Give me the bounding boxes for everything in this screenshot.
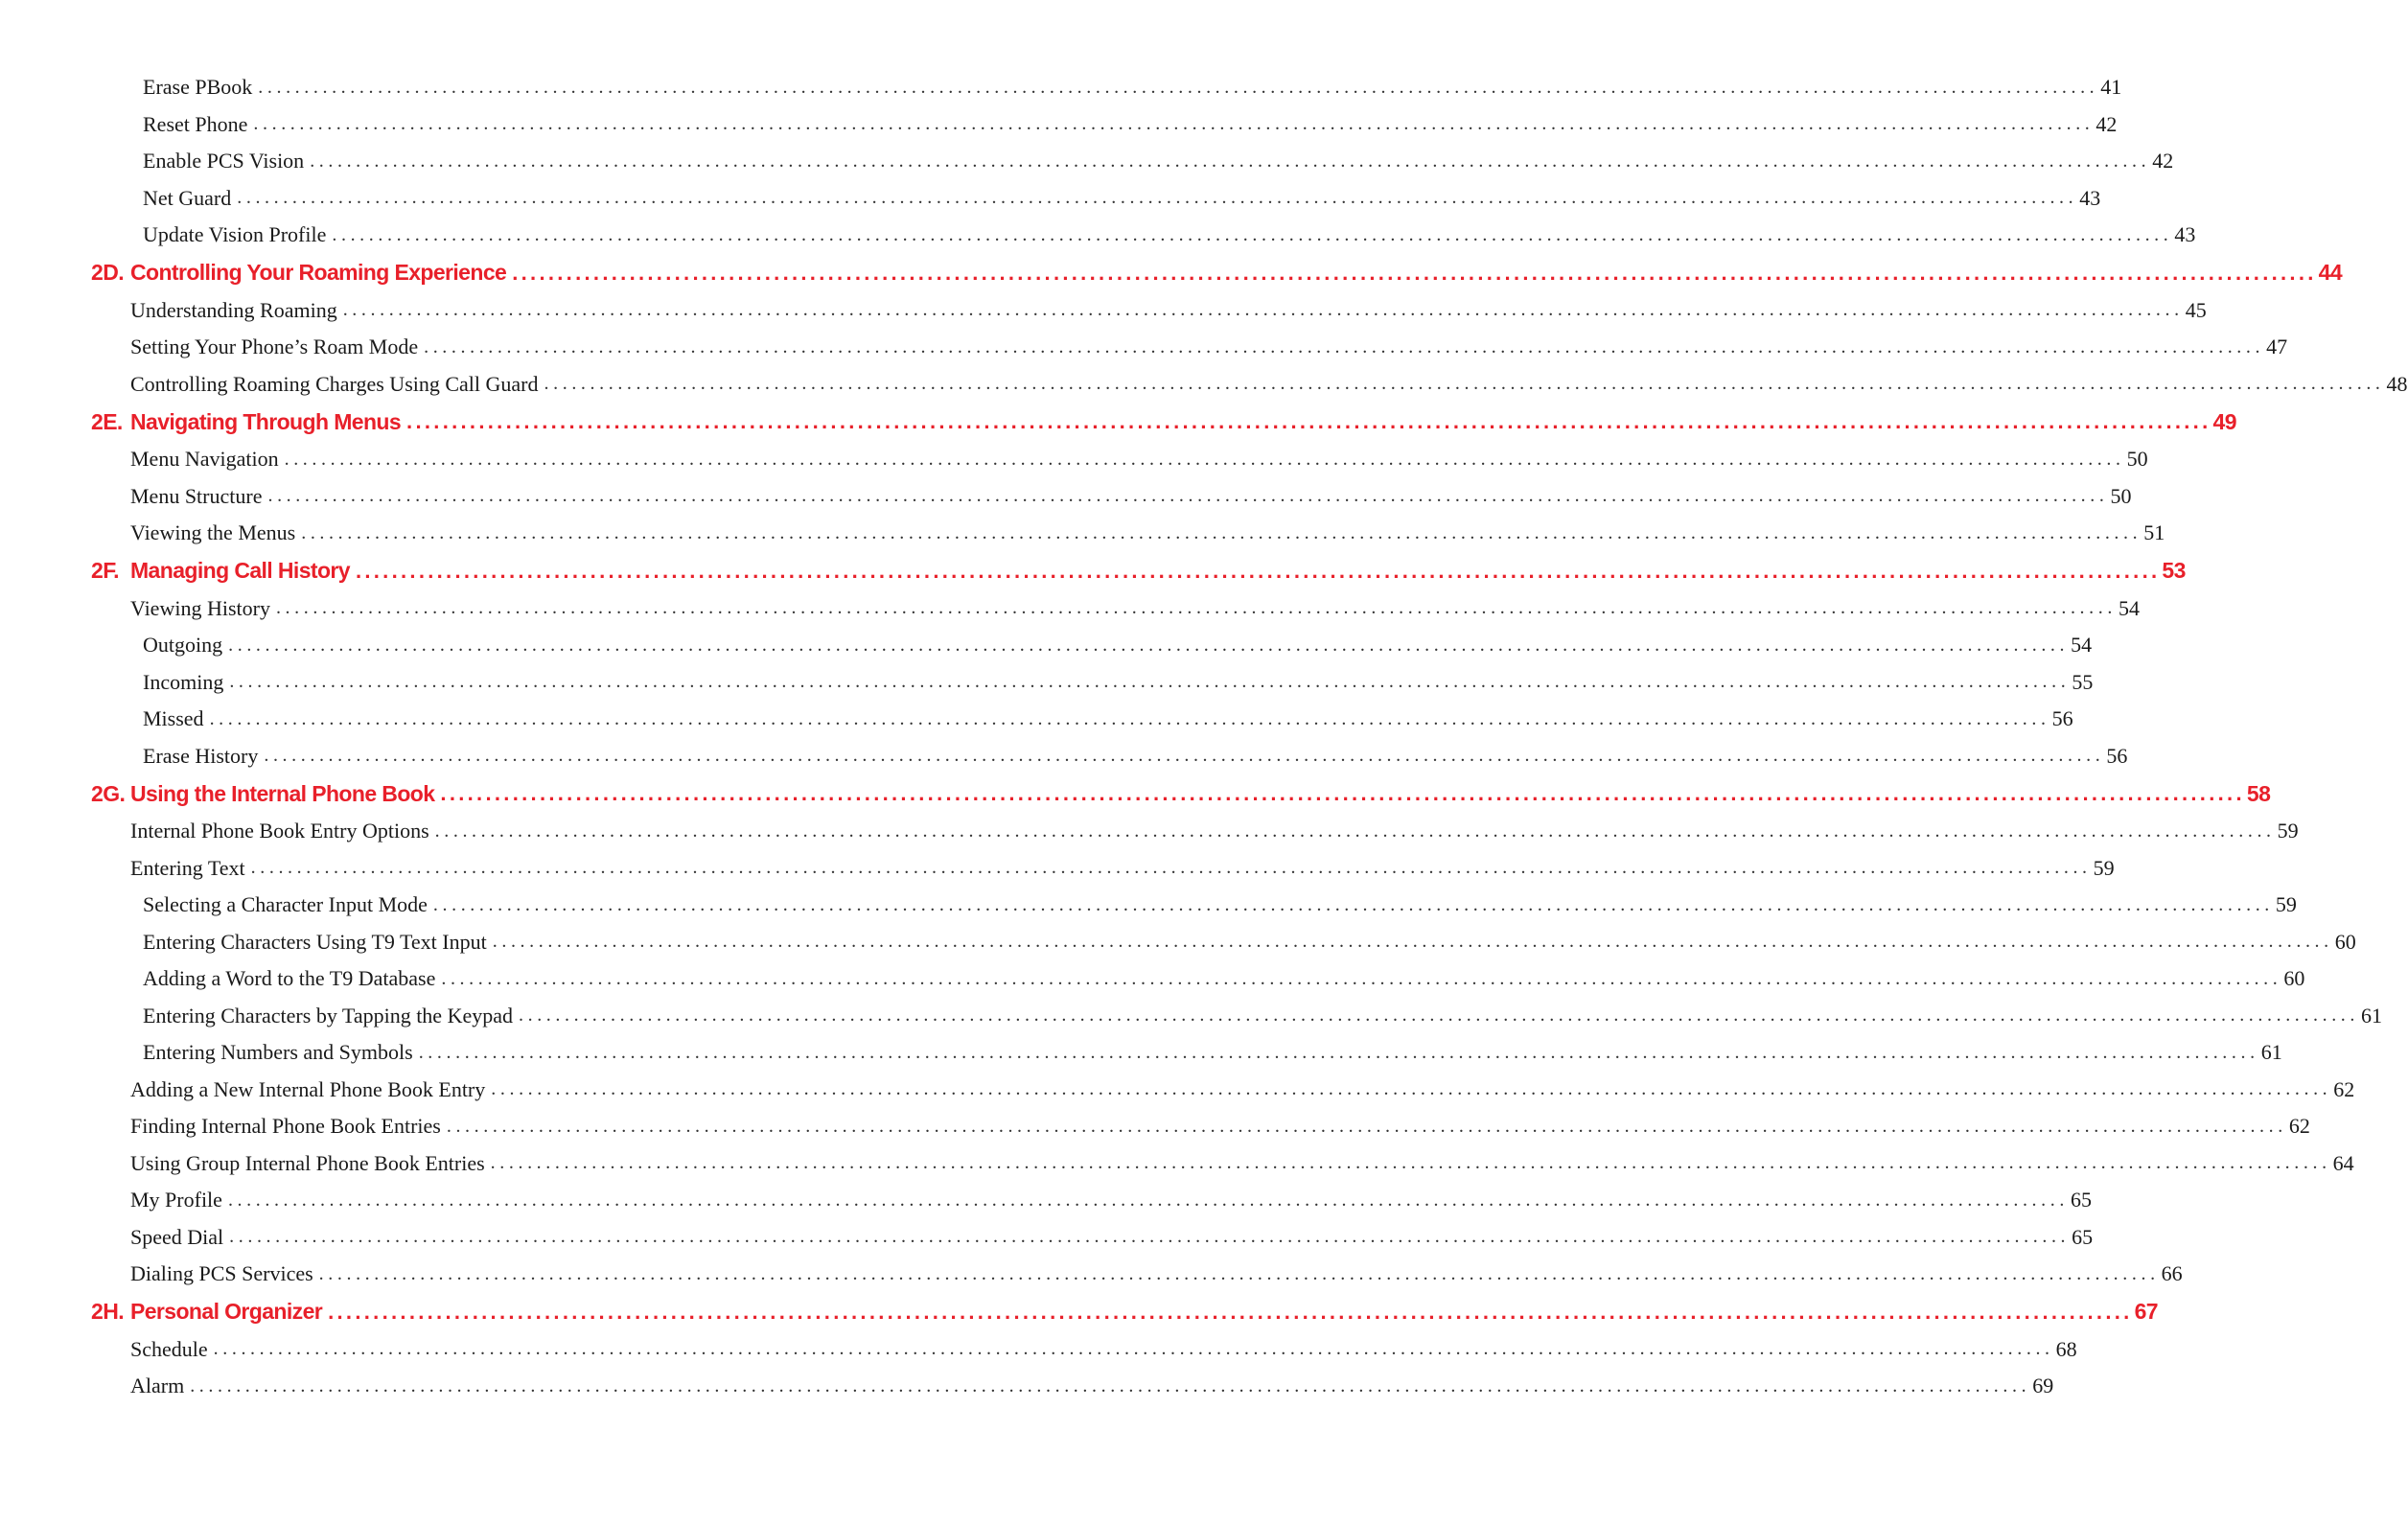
dot-leader: ........................................................................................................................................................................................................	[342, 299, 2184, 321]
page-number: 45	[2185, 297, 2207, 322]
dot-leader: ........................................................................................................................................................................................................	[237, 187, 2078, 209]
page-number: 69	[2032, 1374, 2054, 1398]
toc-entry[interactable]	[0, 329, 2288, 366]
entry-title: Viewing the Menus	[130, 520, 296, 545]
entry-title: Entering Characters by Tapping the Keypad	[143, 1003, 513, 1028]
toc-entry[interactable]	[0, 1182, 2092, 1219]
toc-entry[interactable]	[0, 1368, 2054, 1405]
entry-title: Erase PBook	[143, 75, 253, 100]
page-number: 56	[2106, 743, 2128, 768]
entry-title: Reset Phone	[143, 111, 248, 136]
toc-entry[interactable]	[0, 217, 2196, 254]
page-number: 58	[2246, 780, 2271, 806]
dot-leader: ........................................................................................................................................................................................................	[264, 745, 2105, 767]
entry-title: Net Guard	[143, 185, 232, 210]
page-number: 65	[2070, 1188, 2092, 1212]
page-number: 66	[2161, 1261, 2183, 1286]
toc-section-entry[interactable]	[0, 403, 2236, 441]
page-number: 62	[2333, 1076, 2355, 1101]
page-number: 49	[2212, 408, 2236, 434]
toc-entry[interactable]	[0, 69, 2122, 106]
dot-leader: ........................................................................................................................................................................................................	[253, 113, 2095, 135]
page-number: 41	[2100, 75, 2122, 100]
page-number: 60	[2283, 966, 2305, 991]
toc-entry[interactable]	[0, 590, 2140, 628]
section-title: Personal Organizer	[130, 1299, 323, 1324]
toc-entry[interactable]	[0, 143, 2174, 180]
page-number: 62	[2288, 1114, 2310, 1139]
page-number: 51	[2143, 520, 2165, 545]
toc-entry[interactable]	[0, 1072, 2355, 1109]
entry-title: Internal Phone Book Entry Options	[130, 819, 429, 843]
entry-title: Alarm	[130, 1374, 185, 1398]
toc-entry[interactable]	[0, 441, 2148, 478]
toc-section-entry[interactable]	[0, 254, 2343, 292]
entry-title: Incoming	[143, 669, 224, 694]
toc-entry[interactable]	[0, 515, 2165, 552]
dot-leader: ........................................................................................................................................................................................................	[492, 931, 2333, 953]
toc-entry[interactable]	[0, 180, 2101, 218]
entry-title: My Profile	[130, 1188, 222, 1212]
entry-title: Menu Structure	[130, 483, 263, 508]
page-number: 54	[2071, 633, 2093, 658]
page-number: 44	[2318, 260, 2343, 285]
toc-entry[interactable]	[0, 478, 2132, 516]
toc-entry[interactable]	[0, 1219, 2094, 1257]
dot-leader: ........................................................................................................................................................................................................	[229, 1226, 2071, 1248]
dot-leader: ........................................................................................................................................................................................................	[332, 223, 2173, 245]
dot-leader: ........................................................................................................................................................................................................	[267, 485, 2109, 507]
page-number: 65	[2072, 1224, 2094, 1249]
dot-leader: ........................................................................................................................................................................................................	[441, 967, 2282, 989]
dot-leader: ........................................................................................................................................................................................................	[209, 707, 2050, 729]
entry-title: Enable PCS Vision	[143, 149, 305, 173]
toc-entry[interactable]	[0, 627, 2093, 664]
entry-title: Entering Text	[130, 855, 245, 880]
entry-title: Missed	[143, 706, 204, 731]
section-number: 2E.	[91, 408, 123, 434]
dot-leader: ........................................................................................................................................................................................................	[310, 150, 2151, 172]
page-number: 56	[2051, 706, 2073, 731]
toc-entry[interactable]	[0, 887, 2297, 924]
page-number: 42	[2095, 111, 2118, 136]
entry-title: Entering Numbers and Symbols	[143, 1040, 413, 1065]
section-number: 2D.	[91, 260, 124, 285]
section-number: 2F.	[91, 558, 119, 583]
dot-leader: ........................................................................................................................................................................................................	[512, 260, 2317, 285]
page-number: 54	[2118, 595, 2140, 620]
page-number: 61	[2260, 1040, 2282, 1065]
dot-leader: ........................................................................................................................................................................................................	[284, 448, 2125, 470]
entry-title: Outgoing	[143, 633, 223, 658]
toc-section-entry[interactable]	[0, 1293, 2158, 1331]
entry-title: Setting Your Phone’s Roam Mode	[130, 335, 419, 359]
toc-entry[interactable]	[0, 738, 2128, 775]
entry-title: Finding Internal Phone Book Entries	[130, 1114, 441, 1139]
toc-entry[interactable]	[0, 701, 2073, 738]
dot-leader: ........................................................................................................................................................................................................	[434, 820, 2276, 842]
toc-entry[interactable]	[0, 366, 2408, 404]
dot-leader: ........................................................................................................................................................................................................	[213, 1338, 2054, 1360]
dot-leader: ........................................................................................................................................................................................................	[301, 521, 2142, 543]
entry-title: Viewing History	[130, 595, 270, 620]
entry-title: Controlling Roaming Charges Using Call Guard	[130, 371, 539, 396]
section-title: Managing Call History	[130, 558, 350, 583]
entry-title: Using Group Internal Phone Book Entries	[130, 1150, 485, 1175]
dot-leader: ........................................................................................................................................................................................................	[491, 1078, 2332, 1100]
entry-title: Adding a Word to the T9 Database	[143, 966, 436, 991]
dot-leader: ........................................................................................................................................................................................................	[490, 1152, 2331, 1174]
table-of-contents	[0, 69, 2408, 1405]
entry-title: Schedule	[130, 1336, 208, 1361]
dot-leader: ........................................................................................................................................................................................................	[418, 1041, 2259, 1063]
entry-title: Selecting a Character Input Mode	[143, 892, 428, 917]
page-number: 48	[2386, 371, 2408, 396]
entry-title: Erase History	[143, 743, 259, 768]
dot-leader: ........................................................................................................................................................................................................	[328, 1299, 2133, 1324]
dot-leader: ........................................................................................................................................................................................................	[275, 597, 2117, 619]
page-number: 53	[2162, 558, 2186, 583]
entry-title: Entering Characters Using T9 Text Input	[143, 929, 487, 954]
toc-entry[interactable]	[0, 960, 2305, 998]
toc-entry[interactable]	[0, 1256, 2183, 1293]
dot-leader: ........................................................................................................................................................................................................	[229, 671, 2071, 693]
toc-entry[interactable]	[0, 924, 2356, 961]
dot-leader: ........................................................................................................................................................................................................	[318, 1262, 2160, 1284]
dot-leader: ........................................................................................................................................................................................................	[519, 1004, 2359, 1027]
dot-leader: ........................................................................................................................................................................................................	[258, 76, 2099, 98]
page-number: 50	[2110, 483, 2132, 508]
dot-leader: ........................................................................................................................................................................................................	[355, 558, 2161, 583]
page-number: 59	[2277, 819, 2299, 843]
page-number: 43	[2079, 185, 2101, 210]
toc-entry[interactable]	[0, 1331, 2077, 1369]
page-number: 43	[2174, 222, 2196, 247]
dot-leader: ........................................................................................................................................................................................................	[544, 373, 2385, 395]
section-title: Controlling Your Roaming Experience	[130, 260, 507, 285]
dot-leader: ........................................................................................................................................................................................................	[228, 634, 2070, 656]
page-number: 64	[2332, 1150, 2354, 1175]
toc-entry[interactable]	[0, 998, 2382, 1035]
entry-title: Menu Navigation	[130, 447, 279, 472]
toc-entry[interactable]	[0, 1108, 2310, 1145]
entry-title: Update Vision Profile	[143, 222, 327, 247]
page-number: 59	[2093, 855, 2115, 880]
toc-entry[interactable]	[0, 1145, 2354, 1183]
page-number: 61	[2361, 1003, 2382, 1028]
dot-leader: ........................................................................................................................................................................................................	[406, 409, 2211, 433]
entry-title: Speed Dial	[130, 1224, 224, 1249]
toc-section-entry[interactable]	[0, 552, 2186, 590]
page-number: 50	[2126, 447, 2148, 472]
toc-section-entry[interactable]	[0, 774, 2271, 813]
page-number: 55	[2072, 669, 2094, 694]
entry-title: Dialing PCS Services	[130, 1261, 313, 1286]
section-title: Using the Internal Phone Book	[130, 780, 435, 806]
page-number: 47	[2266, 335, 2288, 359]
dot-leader: ........................................................................................................................................................................................................	[250, 857, 2092, 879]
toc-entry[interactable]	[0, 1034, 2282, 1072]
dot-leader: ........................................................................................................................................................................................................	[440, 781, 2245, 805]
page-number: 59	[2275, 892, 2297, 917]
toc-entry[interactable]	[0, 850, 2115, 888]
page-number: 42	[2152, 149, 2174, 173]
section-title: Navigating Through Menus	[130, 408, 402, 434]
toc-entry[interactable]	[0, 664, 2094, 702]
page-number: 60	[2334, 929, 2356, 954]
toc-entry[interactable]	[0, 813, 2299, 850]
section-number: 2G.	[91, 780, 126, 806]
dot-leader: ........................................................................................................................................................................................................	[424, 335, 2265, 358]
page-number: 68	[2055, 1336, 2077, 1361]
section-number: 2H.	[91, 1299, 124, 1324]
dot-leader: ........................................................................................................................................................................................................	[190, 1374, 2031, 1397]
dot-leader: ........................................................................................................................................................................................................	[432, 893, 2274, 915]
page-number: 67	[2134, 1299, 2158, 1324]
dot-leader: ........................................................................................................................................................................................................	[227, 1189, 2069, 1211]
entry-title: Understanding Roaming	[130, 297, 337, 322]
toc-entry[interactable]	[0, 292, 2207, 330]
dot-leader: ........................................................................................................................................................................................................	[446, 1115, 2287, 1137]
toc-entry[interactable]	[0, 106, 2118, 144]
entry-title: Adding a New Internal Phone Book Entry	[130, 1076, 486, 1101]
